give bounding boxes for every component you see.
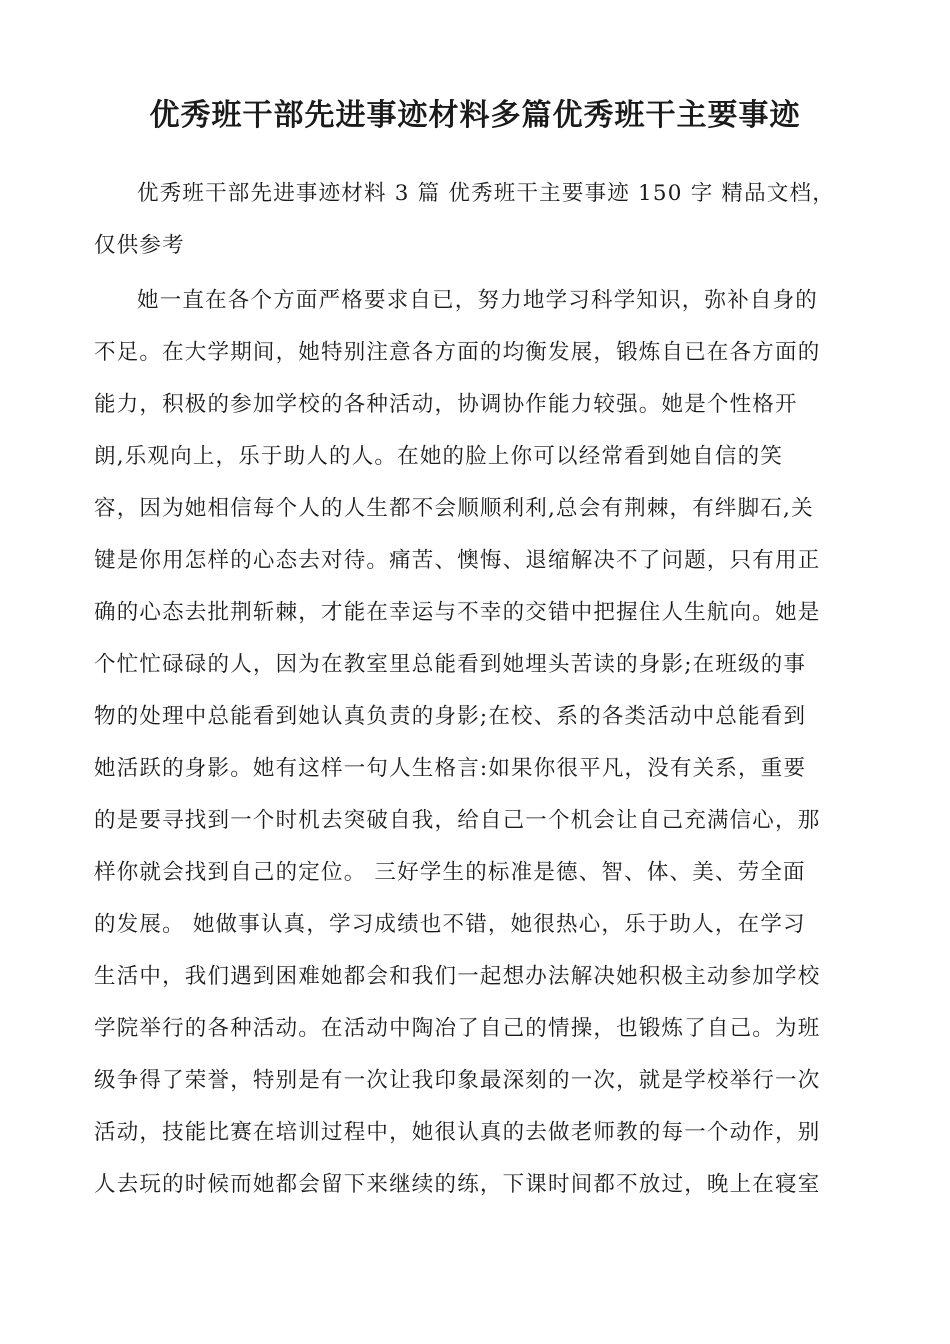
text-line: 她活跃的身影。她有这样一句人生格言:如果你很平凡，没有关系，重要: [94, 756, 807, 781]
text-line: 仅供参考: [94, 233, 185, 258]
text-line: 能力，积极的参加学校的各种活动，协调协作能力较强。她是个性格开: [94, 392, 798, 417]
text-line: 物的处理中总能看到她认真负责的身影;在校、系的各类活动中总能看到: [94, 704, 807, 729]
text-line: 容，因为她相信每个人的人生都不会顺顺利利,总会有荆棘，有绊脚石,关: [94, 496, 814, 521]
document-title: 优秀班干部先进事迹材料多篇优秀班干主要事迹: [149, 98, 801, 133]
text-line: 的是要寻找到一个时机去突破自我，给自己一个机会让自己充满信心，那: [94, 808, 821, 833]
text-line: 朗,乐观向上，乐于助人的人。在她的脸上你可以经常看到她自信的笑: [94, 444, 784, 469]
text-line: 优秀班干部先进事迹材料 3 篇 优秀班干主要事迹 150 字 精品文档，: [137, 181, 835, 206]
text-line: 生活中，我们遇到困难她都会和我们一起想办法解决她积极主动参加学校: [94, 964, 821, 989]
text-line: 的发展。 她做事认真，学习成绩也不错，她很热心，乐于助人，在学习: [94, 912, 806, 937]
text-line: 确的心态去批荆斩棘，才能在幸运与不幸的交错中把握住人生航向。她是: [94, 600, 821, 625]
text-line: 学院举行的各种活动。在活动中陶冶了自己的情操，也锻炼了自己。为班: [94, 1016, 821, 1041]
text-line: 级争得了荣誉，特别是有一次让我印象最深刻的一次，就是学校举行一次: [94, 1068, 821, 1093]
text-line: 她一直在各个方面严格要求自已，努力地学习科学知识，弥补自身的: [137, 288, 819, 313]
text-line: 不足。在大学期间，她特别注意各方面的均衡发展，锻炼自已在各方面的: [94, 340, 821, 365]
text-line: 键是你用怎样的心态去对待。痛苦、懊悔、退缩解决不了问题，只有用正: [94, 548, 821, 573]
text-line: 人去玩的时候而她都会留下来继续的练，下课时间都不放过，晚上在寝室: [94, 1172, 821, 1197]
text-line: 个忙忙碌碌的人，因为在教室里总能看到她埋头苦读的身影;在班级的事: [94, 652, 807, 677]
text-line: 样你就会找到自己的定位。 三好学生的标准是德、智、体、美、劳全面: [94, 860, 806, 885]
document-body: [94, 176, 864, 1219]
text-line: 活动，技能比赛在培训过程中，她很认真的去做老师教的每一个动作，别: [94, 1120, 821, 1145]
